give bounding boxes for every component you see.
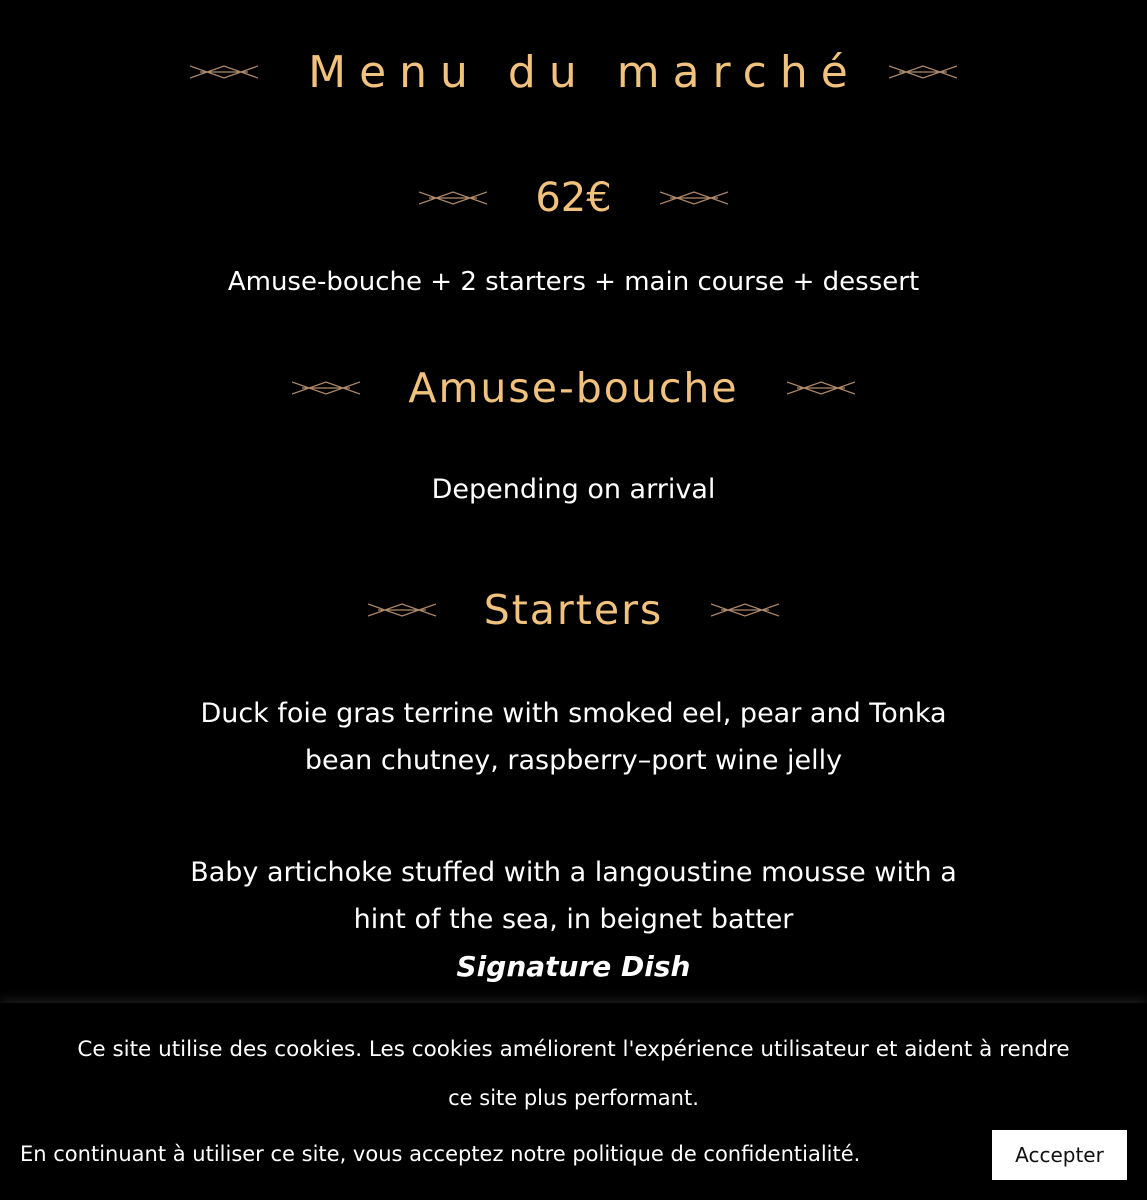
ornament-left-icon xyxy=(419,190,487,206)
ornament-left-icon xyxy=(368,602,436,618)
starter-item-1-line-1: Duck foie gras terrine with smoked eel, pear and Tonka xyxy=(200,698,947,729)
ornament-right-icon xyxy=(711,602,779,618)
starter-item-1-line-2: bean chutney, raspberry–port wine jelly xyxy=(304,745,843,776)
starters-heading: Starters xyxy=(483,586,664,634)
cookie-consent-text: En continuant à utiliser ce site, vous acceptez notre politique de confidentialité. xyxy=(20,1142,861,1166)
amuse-bouche-heading: Amuse-bouche xyxy=(408,364,739,412)
menu-title: Menu du marché xyxy=(308,46,861,98)
accept-cookies-button[interactable]: Accepter xyxy=(992,1130,1127,1180)
starter-item-2-line-2: hint of the sea, in beignet batter xyxy=(353,904,794,935)
cookie-text-line-1: Ce site utilise des cookies. Les cookies améliorent l'expérience utilisateur et aident à rendre xyxy=(77,1037,1070,1062)
cookie-banner xyxy=(0,1003,1147,1200)
starter-item-2-line-1: Baby artichoke stuffed with a langoustine mousse with a xyxy=(190,857,957,888)
amuse-bouche-heading-row xyxy=(0,358,1147,418)
amuse-bouche-description: Depending on arrival xyxy=(431,474,716,505)
menu-title-row xyxy=(0,40,1147,104)
signature-dish-badge: Signature Dish xyxy=(456,950,691,983)
ornament-right-icon xyxy=(660,190,728,206)
menu-price: 62€ xyxy=(535,175,612,221)
starter-item-2 xyxy=(0,849,1147,943)
menu-formula: Amuse-bouche + 2 starters + main course + dessert xyxy=(227,267,920,297)
starters-heading-row xyxy=(0,580,1147,640)
ornament-right-icon xyxy=(787,380,855,396)
price-row xyxy=(0,168,1147,228)
ornament-right-icon xyxy=(889,64,957,80)
starter-item-1 xyxy=(0,690,1147,784)
cookie-text-line-2: ce site plus performant. xyxy=(448,1086,699,1110)
ornament-left-icon xyxy=(190,64,258,80)
ornament-left-icon xyxy=(292,380,360,396)
